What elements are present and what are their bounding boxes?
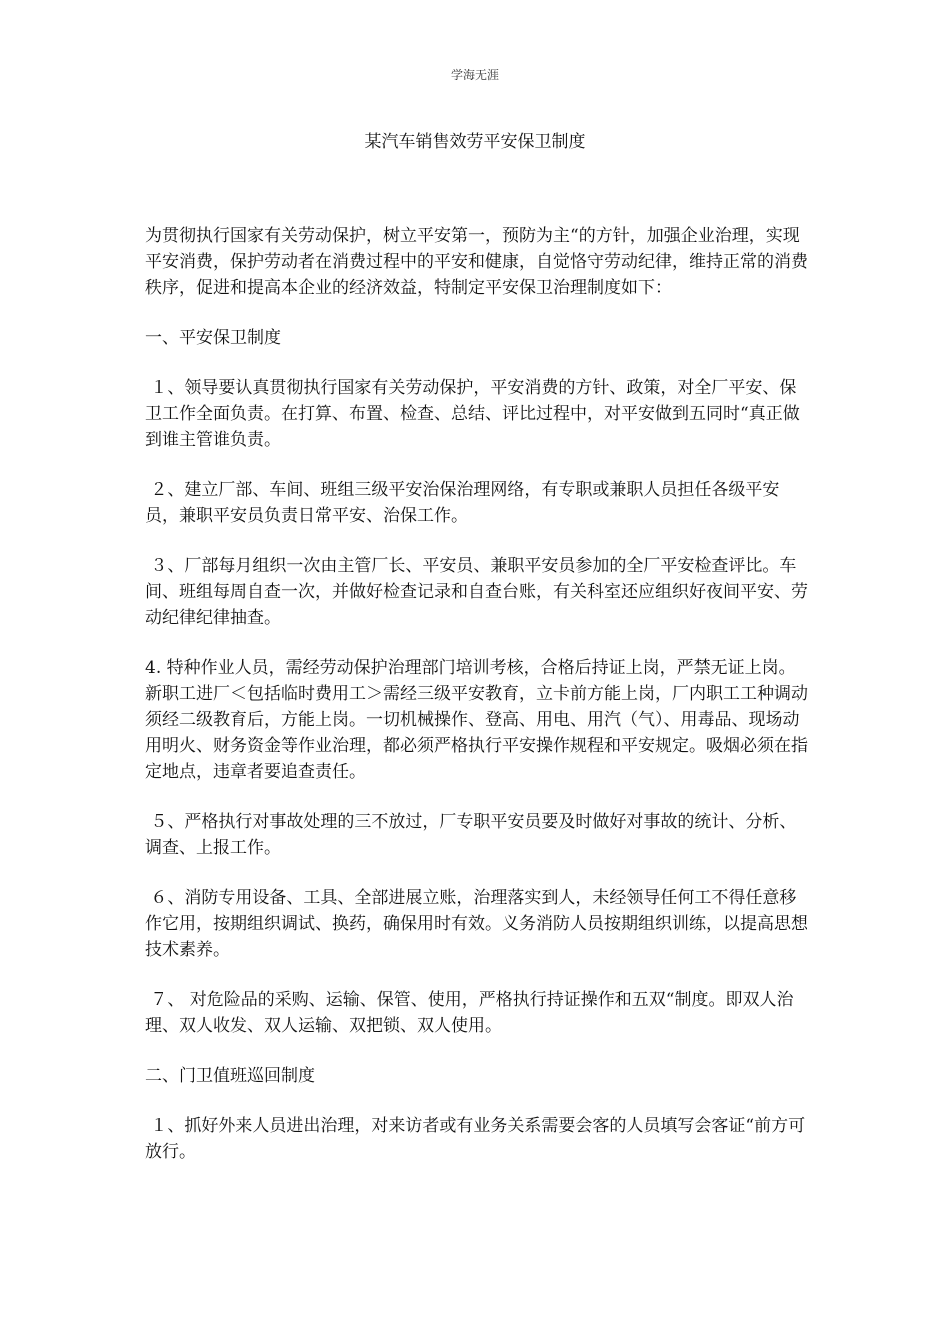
clause-paragraph: ７、 对危险品的采购、运输、保管、使用，严格执行持证操作和五双“制度。即双人治理、双人收发、双人运输、双把锁、双人使用。: [145, 990, 794, 1036]
section-heading: 一、平安保卫制度: [145, 328, 281, 348]
section-heading: 二、门卫值班巡回制度: [145, 1066, 315, 1086]
intro-paragraph: 为贯彻执行国家有关劳动保护，树立平安第一，预防为主“的方针，加强企业治理，实现平安消费，保护劳动者在消费过程中的平安和健康，自觉恪守劳动纪律，维持正常的消费秩序，促进和提高本企业的经济效益，特制定平安保卫治理制度如下：: [145, 226, 808, 298]
clause-paragraph: ６、消防专用设备、工具、全部进展立账，治理落实到人，未经领导任何工不得任意移作它用，按期组织调试、换药，确保用时有效。义务消防人员按期组织训练，以提高思想技术素养。: [145, 888, 808, 960]
page-header: 学海无涯: [450, 68, 499, 82]
document-body: [145, 223, 810, 1189]
clause-paragraph: ２、建立厂部、车间、班组三级平安治保治理网络，有专职或兼职人员担任各级平安员，兼职平安员负责日常平安、治保工作。: [145, 480, 780, 526]
clause-paragraph: ５、严格执行对事故处理的三不放过，厂专职平安员要及时做好对事故的统计、分析、调查、上报工作。: [145, 812, 797, 858]
clause-paragraph: １、领导要认真贯彻执行国家有关劳动保护，平安消费的方针、政策，对全厂平安、保卫工作全面负责。在打算、布置、检查、总结、评比过程中，对平安做到五同时“真正做到谁主管谁负责。: [145, 378, 800, 450]
clause-paragraph: ３、厂部每月组织一次由主管厂长、平安员、兼职平安员参加的全厂平安检查评比。车间、班组每周自查一次，并做好检查记录和自查台账，有关科室还应组织好夜间平安、劳动纪律纪律抽查。: [145, 556, 808, 628]
clause-paragraph: １、抓好外来人员进出治理，对来访者或有业务关系需要会客的人员填写会客证“前方可放行。: [145, 1116, 806, 1162]
document-title: 某汽车销售效劳平安保卫制度: [364, 132, 586, 152]
clause-paragraph: 4. 特种作业人员，需经劳动保护治理部门培训考核，合格后持证上岗，严禁无证上岗。新职工进厂＜包括临时费用工＞需经三级平安教育，立卡前方能上岗，厂内职工工种调动须经二级教育后，方能上岗。一切机械操作、登高、用电、用汽（气）、用毒品、现场动用明火、财务资金等作业治理，都必须严格执行平安操作规程和平安规定。吸烟必须在指定地点，违章者要追查责任。: [145, 658, 808, 782]
